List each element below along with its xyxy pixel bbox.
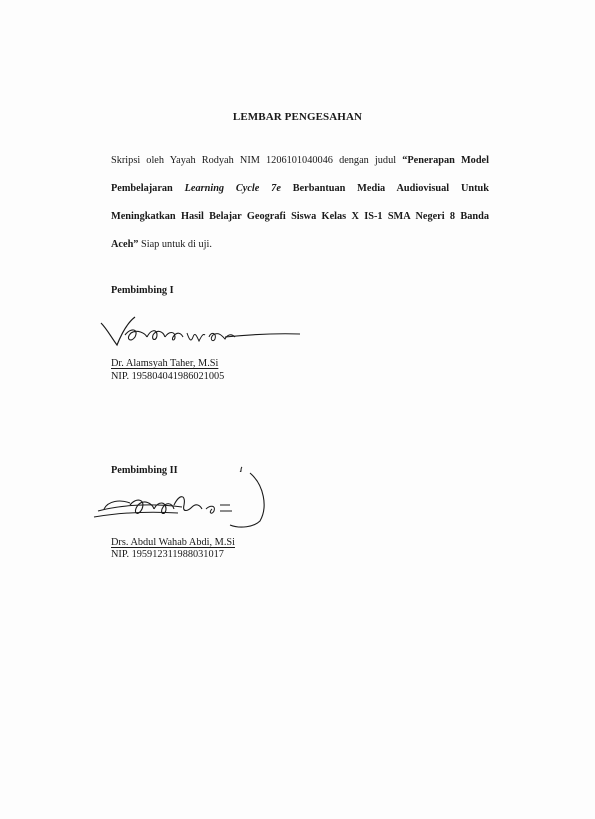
statement-line-1 [111,155,489,166]
supervisor-2-name: Drs. Abdul Wahab Abdi, M.Si [111,537,235,548]
supervisor-1-name: Dr. Alamsyah Taher, M.Si [111,358,219,369]
thesis-title-part: Meningkatkan Hasil Belajar Geografi Siswa Kelas X IS-1 SMA Negeri 8 Banda [111,211,489,222]
statement-line-3 [111,211,489,222]
supervisor-1-label: Pembimbing I [111,285,174,296]
thesis-title-end: Aceh” [111,239,139,250]
supervisor-2-label: Pembimbing II [111,465,178,476]
supervisor-1-signature [95,315,305,355]
supervisor-2-nip: NIP. 195912311988031017 [111,549,224,560]
statement-text: Siap untuk di uji. [138,239,212,250]
supervisor-2-signature [90,465,290,540]
thesis-title-italic: Learning Cycle 7e [184,183,281,194]
supervisor-1-nip: NIP. 195804041986021005 [111,371,225,382]
page-title: LEMBAR PENGESAHAN [232,111,363,123]
thesis-title-part: Pembelajaran [111,183,185,194]
thesis-title-part: Berbantuan Media Audiovisual Untuk [280,183,489,194]
statement-line-4 [111,239,489,250]
thesis-title-start: “Penerapan Model [402,155,489,166]
statement-text: Skripsi oleh Yayah Rodyah NIM 1206101040046 dengan judul [111,155,403,166]
statement-line-2 [111,183,489,194]
